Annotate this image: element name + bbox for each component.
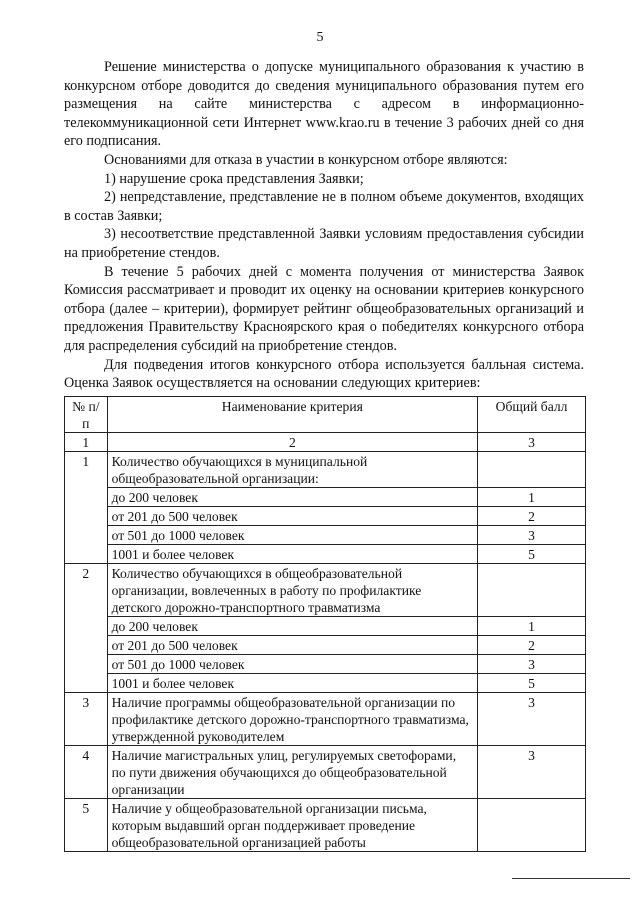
criterion-score (478, 564, 586, 617)
column-number: 1 (65, 433, 108, 452)
criterion-number: 1 (65, 452, 108, 564)
header-score: Общий балл (478, 397, 586, 433)
criterion-option-row (65, 526, 586, 545)
option-score: 2 (478, 507, 586, 526)
criterion-score (478, 452, 586, 488)
criterion-option-row (65, 488, 586, 507)
refusal-item-2: 2) непредставление, представление не в полном объеме документов, входящих в состав Заявки; (64, 189, 584, 224)
refusal-item-3: 3) несоответствие представленной Заявки условиям предоставления субсидии на приобретение стендов. (64, 226, 584, 261)
option-label: от 201 до 500 человек (107, 507, 477, 526)
column-number: 3 (478, 433, 586, 452)
criterion-row (65, 746, 586, 799)
paragraph-scoring: Для подведения итогов конкурсного отбора используется балльная система. Оценка Заявок осуществляется на основании следующих критериев: (64, 356, 584, 392)
criterion-row (65, 693, 586, 746)
criterion-score (478, 799, 586, 852)
option-score: 5 (478, 545, 586, 564)
criteria-table (64, 396, 586, 852)
page-number: 5 (316, 30, 324, 45)
criterion-number: 4 (65, 746, 108, 799)
criterion-option-row (65, 655, 586, 674)
criterion-score: 3 (478, 746, 586, 799)
option-score: 2 (478, 636, 586, 655)
footer-rule (512, 878, 630, 879)
criterion-number: 5 (65, 799, 108, 852)
criterion-score: 3 (478, 693, 586, 746)
refusal-item-1: 1) нарушение срока представления Заявки; (104, 170, 364, 187)
criterion-row (65, 452, 586, 488)
document-body (64, 58, 584, 393)
criterion-name: Наличие у общеобразовательной организации письма, которым выдавший орган поддерживает проведение общеобразовательной организацией работы (107, 799, 477, 852)
header-name: Наименование критерия (107, 397, 477, 433)
criteria-body (65, 452, 586, 852)
criterion-row (65, 564, 586, 617)
criterion-name: Количество обучающихся в муниципальной общеобразовательной организации: (107, 452, 477, 488)
option-score: 1 (478, 617, 586, 636)
option-score: 3 (478, 526, 586, 545)
criterion-name: Наличие программы общеобразовательной организации по профилактике детского дорожно-транспортного травматизма, утвержденной руководителем (107, 693, 477, 746)
paragraph-decision: Решение министерства о допуске муниципального образования к участию в конкурсном отборе доводится до сведения муниципального образования путем его размещения на сайте министерства с адресом в информационно-телекоммуникационной сети Интернет www.krao.ru в течение 3 рабочих дней со дня его подписания. (64, 59, 584, 150)
paragraph-commission: В течение 5 рабочих дней с момента получения от министерства Заявок Комиссия рассматривает и проводит их оценку на основании критериев конкурсного отбора (далее – критерии), формирует рейтинг общеобразовательных организаций и предложения Правительству Красноярского края о победителях конкурсного отбора для распределения субсидий на приобретение стендов. (64, 263, 584, 354)
option-label: до 200 человек (107, 617, 477, 636)
criterion-number: 3 (65, 693, 108, 746)
criterion-option-row (65, 545, 586, 564)
criterion-row (65, 799, 586, 852)
criterion-option-row (65, 507, 586, 526)
criterion-option-row (65, 674, 586, 693)
option-label: 1001 и более человек (107, 545, 477, 564)
criterion-name: Количество обучающихся в общеобразовательной организации, вовлеченных в работу по профилактике детского дорожно-транспортного травматизма (107, 564, 477, 617)
header-num: № п/п (65, 397, 108, 433)
option-label: от 501 до 1000 человек (107, 526, 477, 545)
option-label: 1001 и более человек (107, 674, 477, 693)
column-number-row (65, 433, 586, 452)
option-score: 1 (478, 488, 586, 507)
option-label: до 200 человек (107, 488, 477, 507)
criterion-option-row (65, 636, 586, 655)
column-number: 2 (107, 433, 477, 452)
criterion-number: 2 (65, 564, 108, 693)
paragraph-refusal-grounds: Основаниями для отказа в участии в конкурсном отборе являются: (104, 151, 508, 168)
table-header-row (65, 397, 586, 433)
option-score: 3 (478, 655, 586, 674)
criterion-name: Наличие магистральных улиц, регулируемых светофорами, по пути движения обучающихся до общеобразовательной организации (107, 746, 477, 799)
option-label: от 501 до 1000 человек (107, 655, 477, 674)
option-label: от 201 до 500 человек (107, 636, 477, 655)
option-score: 5 (478, 674, 586, 693)
criterion-option-row (65, 617, 586, 636)
